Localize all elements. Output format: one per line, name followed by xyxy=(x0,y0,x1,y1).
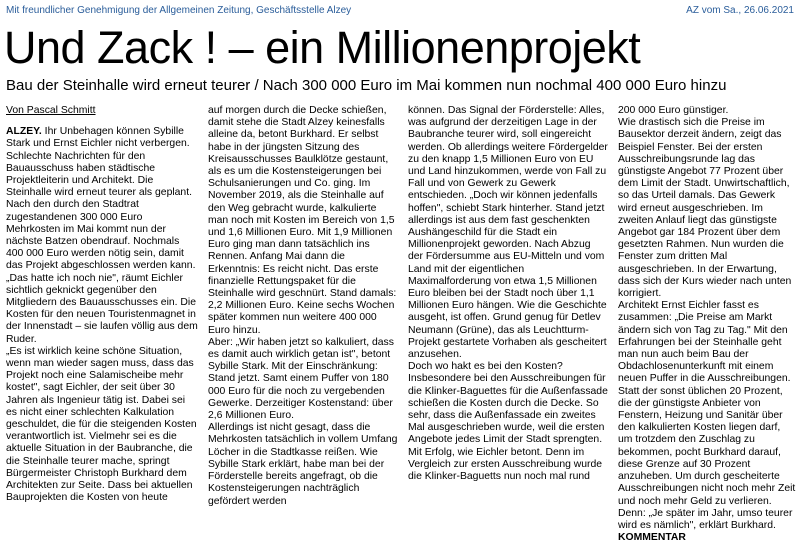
kommentar-label: KOMMENTAR xyxy=(618,532,686,544)
subheadline: Bau der Steinhalle wird erneut teurer / Nach 300 000 Euro im Mai kommen nun nochmal 400 000 Euro hinzu xyxy=(6,77,727,94)
dateline: ALZEY. xyxy=(6,126,42,138)
column-3 xyxy=(408,105,608,521)
column-4 xyxy=(618,105,796,544)
column-3-text: können. Das Signal der Förderstelle: Alles, was aufgrund der derzeitigen Lage in der Baubranche teurer wird, soll eingereicht werden. Ob allerdings weitere Fördergelder zu den knapp 1,5 Millionen Euro von EU und Land hinzukommen, werde von Fall zu Fall und von Gewerk zu Gewerk entschieden. „Doch wir können jedenfalls hoffen", schiebt Stark hinterher. Stand jetzt allerdings ist aus dem fast geschenkten Aushängeschild für die Stadt ein Millionenprojekt geworden. Nach Abzug der Fördersumme aus EU-Mitteln und vom Land mit der eigentlichen Maximalforderung von etwa 1,5 Millionen Euro bleiben bei der Stadt noch über 1,1 Millionen Euro hängen. Wie die Geschichte ausgeht, ist offen. Grund genug für Detlev Neumann (Grüne), das als Leuchtturm-Projekt gestartete Vorhaben als gescheitert anzusehen. Doch wo hakt es bei den Kosten? Insbesondere bei den Ausschreibungen für die Klinker-Baguettes für die Außenfassade schießen die Kosten durch die Decke. So sehr, dass die Außenfassade ein zweites Mal ausgeschrieben wurde, weil die ersten Angebote jedes Limit der Stadt sprengten. Mit Erfolg, wie Eichler betont. Denn im Vergleich zur ersten Ausschreibung wurde die Klinker-Baguetts nun noch mal rund xyxy=(408,105,608,483)
column-1-text: Ihr Unbehagen können Sybille Stark und Ernst Eichler nicht verbergen. Schlechte Nachrichten für den Bauausschuss haben städtische Projektleiterin und Architekt. Die Steinhalle wird erneut teurer als geplant. Nach den durch den Stadtrat zugestandenen 300 000 Euro Mehrkosten im Mai kommt nun der nächste Batzen obendrauf. Nochmals 400 000 Euro werden nötig sein, damit das Projekt abgeschlossen werden kann. „Das hatte ich noch nie", räumt Eichler sichtlich geknickt gegenüber den Mitgliedern des Bauausschusses ein. Die Kosten für den neuen Touristenmagnet in der Innenstadt – sie laufen völlig aus dem Ruder. „Es ist wirklich keine schöne Situation, wenn man wieder sagen muss, dass das Projekt noch eine Salamischeibe mehr kostet", sagt Eichler, der seit über 30 Jahren als Ingenieur tätig ist. Dabei sei es nicht einer schlechten Kalkulation geschuldet, die für die steigenden Kosten verantwortlich ist. Vielmehr sei es die aktuelle Situation in der Baubranche, die die Steinhalle teurer mache, springt Bürgermeister Christoph Burkhard dem Architekten zur Seite. Dass bei aktuellen Bauprojekten die Kosten von heute xyxy=(6,126,198,504)
permission-note: Mit freundlicher Genehmigung der Allgemeinen Zeitung, Geschäftsstelle Alzey xyxy=(6,5,352,16)
column-4-body: 200 000 Euro günstiger. Wie drastisch sich die Preise im Bausektor derzeit ändern, zeigt das Beispiel Fenster. Bei der ersten Ausschreibungsrunde lag das günstigste Angebot 77 Prozent über dem Limit der Stadt. Unwirtschaftlich, so das Urteil damals. Das Gewerk wird erneut ausgeschrieben. Im zweiten Anlauf liegt das günstigste Angebot gar 184 Prozent über dem gesetzten Rahmen. Nun wurden die Fenster zum dritten Mal ausgeschrieben. In der Erwartung, dass sich der Kurs wieder nach unten korrigiert. Architekt Ernst Eichler fasst es zusammen: „Die Preise am Markt ändern sich von Tag zu Tag." Mit den Erfahrungen bei der Steinhalle geht man nun auch beim Bau der Obdachlosenunterkunft mit einem neuen Puffer in die Ausschreibungen. Statt der sonst üblichen 20 Prozent, die der günstigste Anbieter von Fenstern, Heizung und Sanitär über den kalkulierten Kosten liegen darf, um trotzdem den Zuschlag zu bekommen, pocht Burkhard darauf, diese Grenze auf 30 Prozent anzuheben. Um durch gescheiterte Ausschreibungen nicht noch mehr Zeit und noch mehr Geld zu verlieren. Denn: „Je später im Jahr, umso teurer wird es nämlich", erklärt Burkhard. xyxy=(618,105,796,531)
column-2 xyxy=(208,105,398,521)
lead-paragraph xyxy=(6,126,198,504)
source-date: AZ vom Sa., 26.06.2021 xyxy=(686,5,794,16)
article-body xyxy=(6,105,796,544)
column-2-text: auf morgen durch die Decke schießen, damit stehe die Stadt Alzey keinesfalls alleine da, betont Burkhard. Er selbst habe in der jüngsten Sitzung des Kreisausschusses Baulklötze gestaunt, als es um die Kostensteigerungen bei Schulsanierungen und Co. ging. Im November 2019, als die Steinhalle auf den Weg gebracht wurde, kalkulierte man noch mit Kosten im Bereich von 1,5 und 1,6 Millionen Euro. Mit 1,9 Millionen Euro ging man dann tatsächlich ins Rennen. Anfang Mai dann die Erkenntnis: Es reicht nicht. Das erste finanzielle Rettungspaket für die Steinhalle wird geschnürt. Stand damals: 2,2 Millionen Euro. Keine sechs Wochen später kommen nun weitere 400 000 Euro hinzu. Aber: „Wir haben jetzt so kalkuliert, dass es damit auch wirklich getan ist", betont Sybille Stark. Mit der Einschränkung: Stand jetzt. Samt einem Puffer von 180 000 Euro für die noch zu vergebenden Gewerke. Derzeitiger Kostenstand: über 2,6 Millionen Euro. Allerdings ist nicht gesagt, dass die Mehrkosten tatsächlich in vollem Umfang Löcher in die Stadtkasse reißen. Wie Sybille Stark erklärt, habe man bei der Förderstelle bereits angefragt, ob die Kostensteigerungen nachträglich gefördert werden xyxy=(208,105,398,507)
top-bar xyxy=(6,4,794,18)
column-1 xyxy=(6,105,198,521)
headline: Und Zack ! – ein Millionenprojekt xyxy=(4,22,641,73)
byline: Von Pascal Schmitt xyxy=(6,105,96,116)
column-4-text xyxy=(618,105,796,544)
